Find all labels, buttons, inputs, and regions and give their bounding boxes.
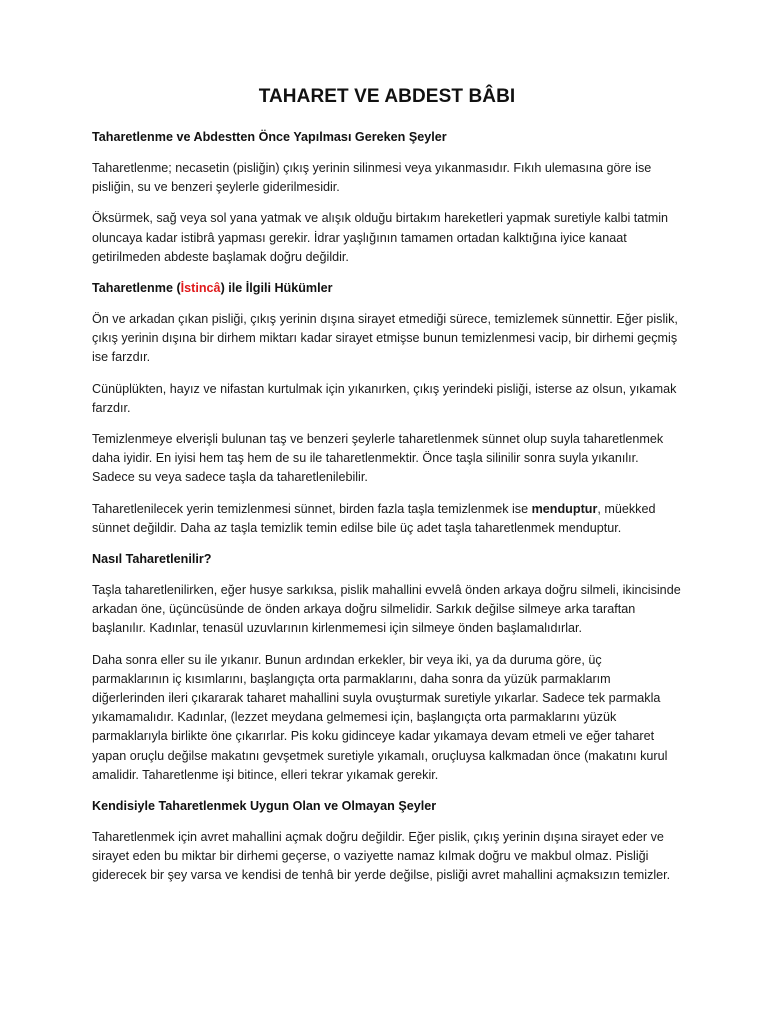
- document-page: [92, 86, 682, 898]
- paragraph-text: Taharetlenilecek yerin temizlenmesi sünnet, birden fazla taşla temizlenmek ise: [92, 501, 532, 516]
- bold-term: menduptur: [531, 501, 598, 516]
- paragraph: [92, 500, 682, 538]
- paragraph: Taharetlenmek için avret mahallini açmak doğru değildir. Eğer pislik, çıkış yerinin dışına sirayet eder ve sirayet eden bu miktar bir dirhemi geçerse, o vaziyette namaz kılmak doğru ve makbul olmaz. Pisliği giderecek bir şey varsa ve kendisi de tenhâ bir yerde değilse, pisliği avret mahallini açmaksızın temizler.: [92, 830, 671, 883]
- paragraph: Taşla taharetlenilirken, eğer husye sarkıksa, pislik mahallini evvelâ önden arkaya doğru silmeli, ikincisinde arkadan öne, üçüncüsünde de önden arkaya doğru silmelidir. Sarkık değilse silmeye arka taraftan başlanılır. Kadınlar, tenasül uzuvlarının kirlenmemesi için silmeye önden başlamalıdırlar.: [92, 583, 681, 636]
- paragraph: Taharetlenme; necasetin (pisliğin) çıkış yerinin silinmesi veya yıkanmasıdır. Fıkıh ulemasına göre ise pisliğin, su ve benzeri şeylerle giderilmesidir.: [92, 161, 652, 195]
- heading-text: Taharetlenme (: [92, 281, 181, 296]
- paragraph-text: , müekked sünnet değildir. Daha az taşla temizlik temin edilse bile üç adet taşla taharetlenmek menduptur.: [92, 501, 656, 535]
- heading-text: ) ile İlgili Hükümler: [220, 281, 333, 296]
- section-heading-preparation: Taharetlenme ve Abdestten Önce Yapılması Gereken Şeyler: [92, 130, 447, 144]
- section-heading-how-to: Nasıl Taharetlenilir?: [92, 552, 212, 567]
- document-title: TAHARET VE ABDEST BÂBI: [258, 86, 516, 107]
- paragraph: Öksürmek, sağ veya sol yana yatmak ve alışık olduğu birtakım hareketleri yapmak suretiyle kalbi tatmin oluncaya kadar istibrâ yapması gerekir. İdrar yaşlığının tamamen ortadan kalktığına iyice kanaat getirilmeden abdeste başlamak doğru değildir.: [92, 211, 669, 264]
- highlighted-term: İstincâ: [180, 281, 221, 296]
- section-heading-suitable-items: Kendisiyle Taharetlenmek Uygun Olan ve Olmayan Şeyler: [92, 799, 437, 814]
- paragraph: Temizlenmeye elverişli bulunan taş ve benzeri şeylerle taharetlenmek sünnet olup suyla taharetlenmek daha iyidir. En iyisi hem taş hem de su ile taharetlenmektir. Önce taşla silinilir sonra suyla yıkanılır. Sadece su veya sadece taşla da taharetlenilebilir.: [92, 432, 664, 485]
- paragraph: Ön ve arkadan çıkan pisliği, çıkış yerinin dışına sirayet etmediği sürece, temizlemek sünnettir. Eğer pislik, çıkış yerinin dışına bir dirhem miktarı kadar sirayet etmişse bunun temizlenmesi vacip, bir dirhemi geçmiş ise farzdır.: [92, 312, 678, 365]
- section-heading-istinca: [92, 279, 682, 298]
- paragraph: Cünüplükten, hayız ve nifastan kurtulmak için yıkanırken, çıkış yerindeki pisliği, isterse az olsun, yıkamak farzdır.: [92, 381, 677, 415]
- paragraph: Daha sonra eller su ile yıkanır. Bunun ardından erkekler, bir veya iki, ya da duruma göre, üç parmaklarının iç kısımlarını, başlangıçta orta parmaklarını, daha sonra da yüzük parmaklarım diğerlerinden ileri çıkararak taharet mahallini suyla ovuşturmak suretiyle yıkarlar. Sadece tek parmakla yıkamamalıdır. Kadınlar, (lezzet meydana gelmemesi için, başlangıçta orta parmaklarını yüzük parmaklarıyla birlikte öne çıkarırlar. Pis koku gidinceye kadar yıkamaya devam etmeli ve eğer taharet yapan oruçlu değilse makatını gevşetmek suretiyle yıkamalı, oruçluysa kalkmadan önce (makatını kurul amalidir. Taharetlenme işi bitince, elleri tekrar yıkamak gerekir.: [92, 652, 668, 782]
